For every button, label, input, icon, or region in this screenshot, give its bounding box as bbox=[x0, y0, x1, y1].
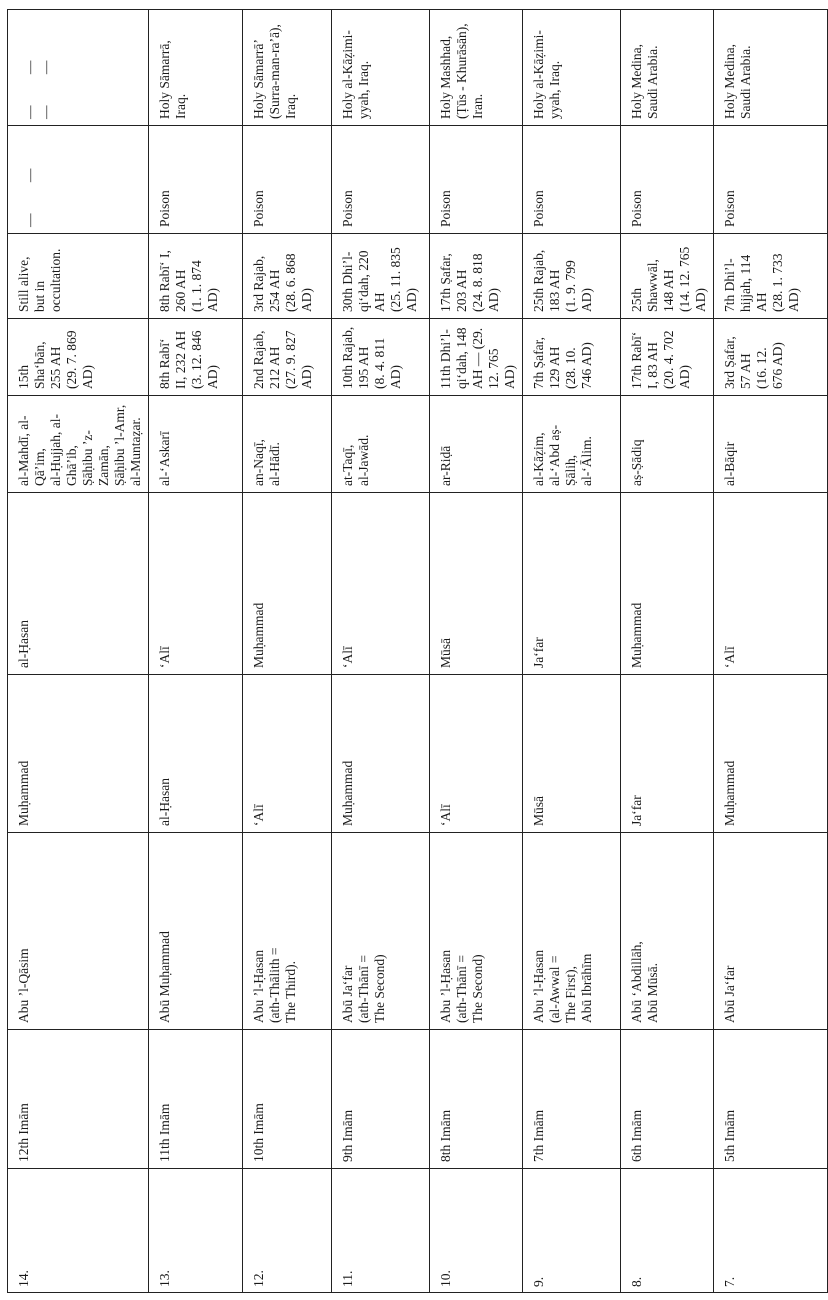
cell-text-burial: Holy Medina, Saudi Arabia. bbox=[722, 44, 753, 119]
cell-birth bbox=[149, 319, 243, 396]
cell-father bbox=[621, 493, 714, 675]
cell-text-no: 9. bbox=[531, 1276, 546, 1287]
cell-text-kunya: Abu ’l-Qāsim bbox=[16, 948, 31, 1023]
cell-text-birth: 17th Rabī‘ I, 83 AH (20. 4. 702 AD) bbox=[629, 330, 692, 389]
cell-text-birth: 7th Ṣafar, 129 AH (28. 10. 746 AD) bbox=[531, 337, 594, 389]
cell-text-father: ‘Alī bbox=[722, 646, 737, 668]
cell-titles bbox=[332, 396, 430, 493]
cell-text-no: 12. bbox=[251, 1270, 266, 1287]
cell-text-birth: 8th Rabī‘ II, 232 AH (3. 12. 846 AD) bbox=[157, 330, 220, 389]
cell-text-titles: aṣ-Ṣādiq bbox=[629, 439, 644, 486]
cell-text-name: al-Ḥasan bbox=[157, 778, 172, 826]
cell-text-kunya: Abū Ja‘far (ath-Thānī = The Second) bbox=[340, 954, 387, 1023]
cell-titles bbox=[621, 396, 714, 493]
table-row bbox=[430, 10, 523, 1293]
cell-no bbox=[149, 1169, 243, 1293]
cell-text-titles: at-Taqī, al-Jawād. bbox=[340, 434, 371, 486]
cell-birth bbox=[332, 319, 430, 396]
cell-text-imam: 7th Imām bbox=[531, 1109, 546, 1162]
cell-text-no: 8. bbox=[629, 1276, 644, 1287]
cell-text-death: 8th Rabī‘ I, 260 AH (1. 1. 874 AD) bbox=[157, 250, 220, 312]
cell-father bbox=[8, 493, 149, 675]
cell-text-burial: Holy Sāmarrā’ (Surra-man-ra’ā), Iraq. bbox=[251, 24, 298, 119]
cell-text-titles: al-Kāẓim, al-‘Abd aṣ-Ṣāliḥ, al-‘Ālim. bbox=[531, 424, 594, 486]
cell-father bbox=[430, 493, 523, 675]
cell-imam bbox=[243, 1030, 332, 1169]
cell-name bbox=[430, 675, 523, 833]
cell-burial bbox=[523, 10, 621, 126]
cell-text-cause: Poison bbox=[340, 190, 355, 227]
cell-no bbox=[332, 1169, 430, 1293]
cell-kunya bbox=[621, 833, 714, 1030]
cell-text-imam: 10th Imām bbox=[251, 1103, 266, 1162]
cell-text-father: Muḥammad bbox=[629, 602, 644, 668]
cell-text-cause: Poison bbox=[251, 190, 266, 227]
cell-text-cause: Poison bbox=[629, 190, 644, 227]
cell-text-imam: 11th Imām bbox=[157, 1103, 172, 1162]
cell-text-no: 13. bbox=[157, 1270, 172, 1287]
cell-text-death: 25th Rajab, 183 AH (1. 9. 799 AD) bbox=[531, 249, 594, 312]
cell-birth bbox=[714, 319, 828, 396]
cell-text-no: 14. bbox=[16, 1270, 31, 1287]
cell-titles bbox=[8, 396, 149, 493]
cell-imam bbox=[621, 1030, 714, 1169]
table-row bbox=[8, 10, 149, 1293]
cell-text-father: Mūsā bbox=[438, 638, 453, 668]
cell-text-name: Ja‘far bbox=[629, 795, 644, 826]
cell-burial bbox=[8, 10, 149, 126]
cell-text-kunya: Abu ’l-Ḥasan (ath-Thānī = The Second) bbox=[438, 949, 485, 1023]
cell-text-cause: Poison bbox=[722, 190, 737, 227]
cell-text-birth: 3rd Ṣafar, 57 AH (16. 12. 676 AD) bbox=[722, 336, 785, 389]
cell-death bbox=[714, 234, 828, 319]
cell-text-imam: 6th Imām bbox=[629, 1109, 644, 1162]
cell-text-kunya: Abū Muḥammad bbox=[157, 931, 172, 1023]
cell-kunya bbox=[714, 833, 828, 1030]
cell-kunya bbox=[523, 833, 621, 1030]
cell-death bbox=[8, 234, 149, 319]
cell-cause bbox=[332, 126, 430, 234]
cell-birth bbox=[523, 319, 621, 396]
cell-text-death: 25th Shawwāl, 148 AH (14. 12. 765 AD) bbox=[629, 246, 708, 312]
cell-cause bbox=[430, 126, 523, 234]
cell-no bbox=[714, 1169, 828, 1293]
cell-kunya bbox=[149, 833, 243, 1030]
cell-text-father: ‘Alī bbox=[157, 646, 172, 668]
cell-death bbox=[332, 234, 430, 319]
cell-text-burial: Holy Sāmarrā, Iraq. bbox=[157, 40, 188, 119]
cell-no bbox=[621, 1169, 714, 1293]
cell-no bbox=[523, 1169, 621, 1293]
cell-text-burial: Holy Mashhad, (Ṭūs - Khurāsān), Iran. bbox=[438, 23, 485, 119]
cell-text-imam: 9th Imām bbox=[340, 1109, 355, 1162]
cell-cause bbox=[523, 126, 621, 234]
cell-text-burial: Holy al-Kāẓimi- yyah, Iraq. bbox=[531, 30, 562, 119]
cell-titles bbox=[430, 396, 523, 493]
cell-imam bbox=[332, 1030, 430, 1169]
table-row bbox=[621, 10, 714, 1293]
table-row bbox=[149, 10, 243, 1293]
cell-cause bbox=[8, 126, 149, 234]
cell-death bbox=[149, 234, 243, 319]
cell-father bbox=[149, 493, 243, 675]
cell-name bbox=[332, 675, 430, 833]
cell-cause bbox=[621, 126, 714, 234]
cell-text-father: Muḥammad bbox=[251, 602, 266, 668]
cell-kunya bbox=[8, 833, 149, 1030]
cell-text-name: Muḥammad bbox=[16, 760, 31, 826]
cell-text-birth: 11th Dhi’l-qi‘dah, 148 AH — (29. 12. 765 AD) bbox=[438, 327, 517, 389]
cell-text-death: 17th Ṣafar, 203 AH (24. 8. 818 AD) bbox=[438, 253, 501, 312]
cell-text-kunya: Abu ’l-Ḥasan (ath-Thālith = The Third). bbox=[251, 947, 298, 1023]
cell-text-no: 10. bbox=[438, 1270, 453, 1287]
table-body bbox=[8, 10, 828, 1293]
cell-birth bbox=[621, 319, 714, 396]
cell-text-titles: al-Bāqir bbox=[722, 441, 737, 486]
cell-kunya bbox=[332, 833, 430, 1030]
cell-no bbox=[8, 1169, 149, 1293]
cell-titles bbox=[243, 396, 332, 493]
cell-text-imam: 8th Imām bbox=[438, 1109, 453, 1162]
cell-text-birth: 2nd Rajab, 212 AH (27. 9. 827 AD) bbox=[251, 330, 314, 389]
cell-burial bbox=[714, 10, 828, 126]
cell-father bbox=[332, 493, 430, 675]
cell-titles bbox=[149, 396, 243, 493]
cell-cause bbox=[714, 126, 828, 234]
cell-text-burial: — — — — bbox=[22, 46, 53, 119]
cell-cause bbox=[149, 126, 243, 234]
cell-death bbox=[621, 234, 714, 319]
cell-no bbox=[243, 1169, 332, 1293]
cell-father bbox=[714, 493, 828, 675]
cell-text-burial: Holy al-Kāẓimi- yyah, Iraq. bbox=[340, 30, 371, 119]
cell-name bbox=[714, 675, 828, 833]
table-row bbox=[523, 10, 621, 1293]
cell-name bbox=[621, 675, 714, 833]
cell-text-name: ‘Alī bbox=[438, 804, 453, 826]
cell-text-death: Still alive, but in occultation. bbox=[16, 248, 63, 312]
cell-death bbox=[243, 234, 332, 319]
cell-titles bbox=[714, 396, 828, 493]
cell-text-father: ‘Alī bbox=[340, 646, 355, 668]
cell-text-imam: 12th Imām bbox=[16, 1103, 31, 1162]
cell-text-name: ‘Alī bbox=[251, 804, 266, 826]
cell-text-birth: 10th Rajab, 195 AH (8. 4. 811 AD) bbox=[340, 326, 403, 389]
cell-text-titles: an-Naqī, al-Hādī. bbox=[251, 439, 282, 486]
cell-father bbox=[243, 493, 332, 675]
cell-titles bbox=[523, 396, 621, 493]
cell-burial bbox=[430, 10, 523, 126]
imams-table bbox=[7, 9, 828, 1293]
table-row bbox=[714, 10, 828, 1293]
cell-burial bbox=[243, 10, 332, 126]
cell-birth bbox=[8, 319, 149, 396]
cell-text-kunya: Abū ‘Abdillāh, Abū Mūsā. bbox=[629, 941, 660, 1023]
cell-name bbox=[243, 675, 332, 833]
cell-text-father: al-Ḥasan bbox=[16, 620, 31, 668]
cell-imam bbox=[8, 1030, 149, 1169]
cell-death bbox=[523, 234, 621, 319]
cell-text-cause: — — bbox=[22, 154, 37, 227]
cell-name bbox=[149, 675, 243, 833]
cell-name bbox=[8, 675, 149, 833]
cell-imam bbox=[149, 1030, 243, 1169]
cell-imam bbox=[523, 1030, 621, 1169]
cell-text-kunya: Abu ’l-Ḥasan (al-Awwal = The First), Abū Ibrāhīm bbox=[531, 949, 594, 1023]
cell-kunya bbox=[243, 833, 332, 1030]
cell-text-birth: 15th Sha‘bān, 255 AH (29. 7. 869 AD) bbox=[16, 330, 95, 389]
cell-text-name: Muḥammad bbox=[722, 760, 737, 826]
cell-text-name: Mūsā bbox=[531, 796, 546, 826]
cell-text-cause: Poison bbox=[438, 190, 453, 227]
cell-father bbox=[523, 493, 621, 675]
cell-text-titles: al-Mahdī, al-Qā’im, al-Ḥujjah, al-Ghā’ib, Ṣāḥibu ’z-Zamān, Ṣāḥibu ’l-Amr, al-Muntaẓar. bbox=[16, 404, 143, 486]
cell-text-titles: al-‘Askarī bbox=[157, 431, 172, 486]
cell-text-burial: Holy Medina, Saudi Arabia. bbox=[629, 44, 660, 119]
cell-text-father: Ja‘far bbox=[531, 637, 546, 668]
table-row bbox=[332, 10, 430, 1293]
cell-name bbox=[523, 675, 621, 833]
cell-birth bbox=[430, 319, 523, 396]
cell-birth bbox=[243, 319, 332, 396]
cell-burial bbox=[332, 10, 430, 126]
cell-text-cause: Poison bbox=[157, 190, 172, 227]
cell-death bbox=[430, 234, 523, 319]
rotated-table-wrapper bbox=[7, 10, 801, 1293]
cell-text-name: Muḥammad bbox=[340, 760, 355, 826]
cell-imam bbox=[714, 1030, 828, 1169]
cell-no bbox=[430, 1169, 523, 1293]
cell-text-no: 11. bbox=[340, 1270, 355, 1287]
cell-text-death: 7th Dhi’l-hijjah, 114 AH (28. 1. 733 AD) bbox=[722, 253, 801, 312]
table-row bbox=[243, 10, 332, 1293]
cell-cause bbox=[243, 126, 332, 234]
cell-text-titles: ar-Riḍā bbox=[438, 445, 453, 486]
cell-burial bbox=[149, 10, 243, 126]
cell-text-cause: Poison bbox=[531, 190, 546, 227]
cell-kunya bbox=[430, 833, 523, 1030]
cell-burial bbox=[621, 10, 714, 126]
cell-text-death: 3rd Rajab, 254 AH (28. 6. 868 AD) bbox=[251, 253, 314, 312]
cell-text-death: 30th Dhi’l-qi‘dah, 220 AH (25. 11. 835 AD) bbox=[340, 247, 419, 312]
cell-text-imam: 5th Imām bbox=[722, 1109, 737, 1162]
cell-imam bbox=[430, 1030, 523, 1169]
cell-text-no: 7. bbox=[722, 1276, 737, 1287]
cell-text-kunya: Abū Ja‘far bbox=[722, 965, 737, 1023]
